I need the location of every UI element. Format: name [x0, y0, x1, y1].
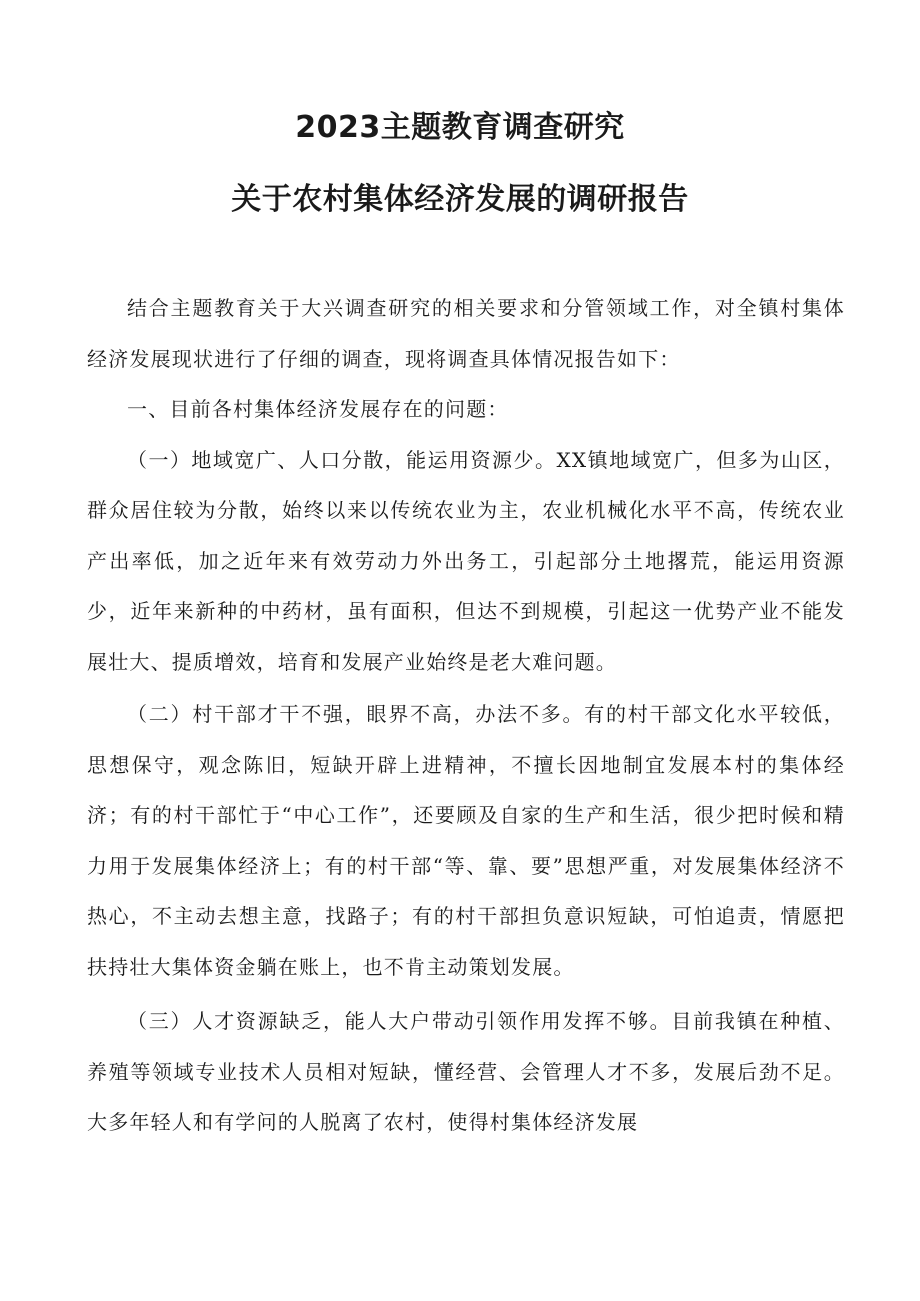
- document-title-line2: 关于农村集体经济发展的调研报告: [231, 182, 689, 217]
- document-title-line1: 2023主题教育调查研究: [295, 110, 625, 145]
- paragraph-item-3: （三）人才资源缺乏，能人大户带动引领作用发挥不够。目前我镇在种植、养殖等领域专业技术人员相对短缺，懂经营、会管理人才不多，发展后劲不足。大多年轻人和有学问的人脱离了农村，使得村集体经济发展: [87, 1009, 845, 1134]
- paragraph-item-1: （一）地域宽广、人口分散，能运用资源少。XX镇地域宽广，但多为山区，群众居住较为分散，始终以来以传统农业为主，农业机械化水平不高，传统农业产出率低，加之近年来有效劳动力外出务工，引起部分土地撂荒，能运用资源少，近年来新种的中药材，虽有面积，但达不到规模，引起这一优势产业不能发展壮大、提质增效，培育和发展产业始终是老大难问题。: [87, 447, 845, 674]
- paragraph-item-2: （二）村干部才干不强，眼界不高，办法不多。有的村干部文化水平较低，思想保守，观念陈旧，短缺开辟上进精神，不擅长因地制宜发展本村的集体经济；有的村干部忙于“中心工作”，还要顾及自家的生产和生活，很少把时候和精力用于发展集体经济上；有的村干部“等、靠、要”思想严重，对发展集体经济不热心，不主动去想主意，找路子；有的村干部担负意识短缺，可怕追责，情愿把扶持壮大集体资金躺在账上，也不肯主动策划发展。: [87, 702, 845, 979]
- section-heading-problems: 一、目前各村集体经济发展存在的问题：: [127, 397, 509, 421]
- document-body: [87, 283, 845, 1148]
- paragraph-intro: 结合主题教育关于大兴调查研究的相关要求和分管领域工作，对全镇村集体经济发展现状进行了仔细的调查，现将调查具体情况报告如下：: [87, 296, 845, 371]
